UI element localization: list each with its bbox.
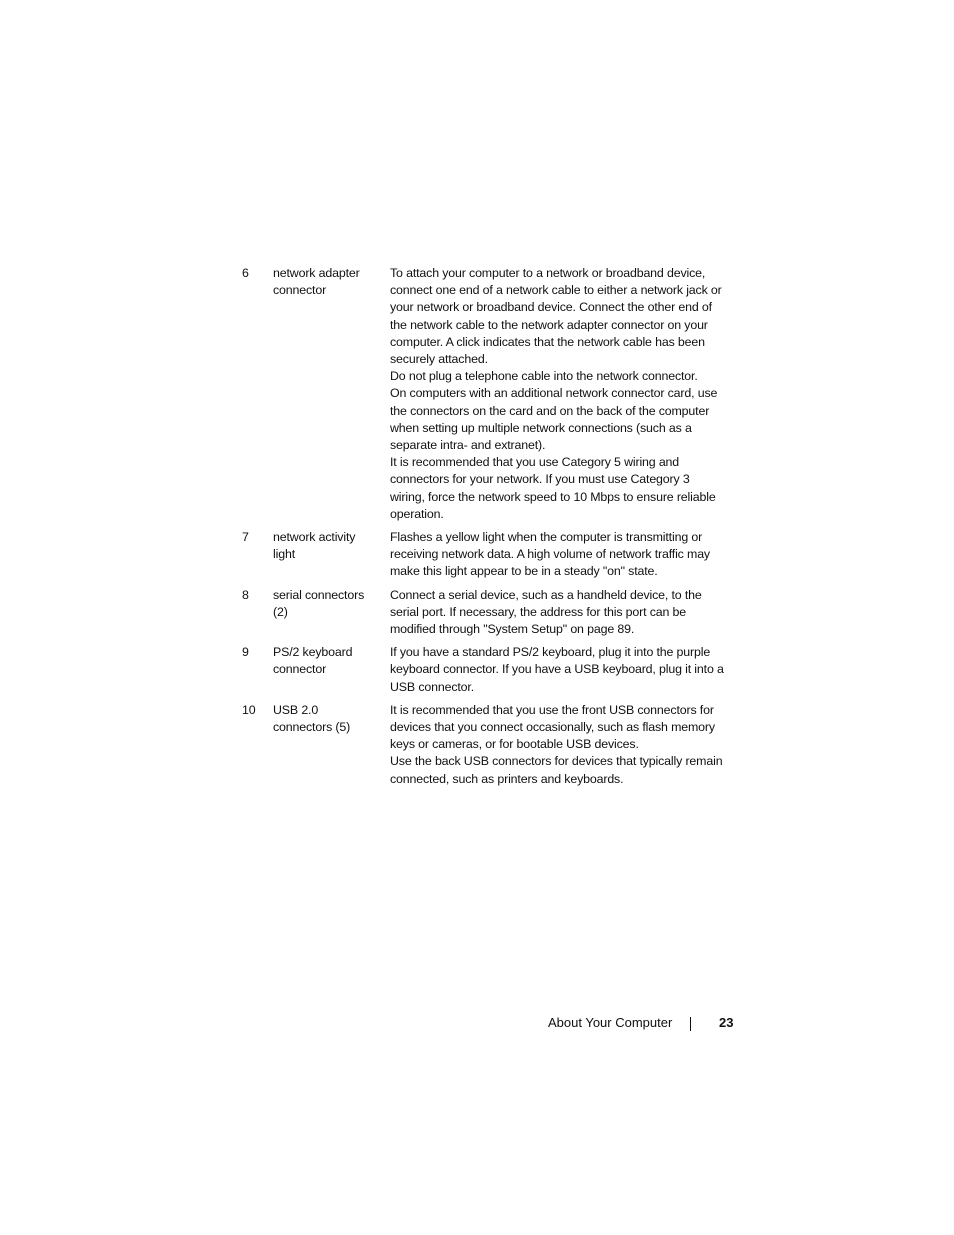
connector-name-line: connector <box>273 283 327 298</box>
connector-name <box>273 265 390 523</box>
description-line: Connect a serial device, such as a handheld device, to the <box>390 587 702 602</box>
description-line: USB connector. <box>390 679 474 694</box>
description-line: keyboard connector. If you have a USB keyboard, plug it into a <box>390 662 724 677</box>
connector-name <box>273 587 390 639</box>
description-line: operation. <box>390 506 444 521</box>
connector-name-line: connectors (5) <box>273 720 351 735</box>
description-line: securely attached. <box>390 352 488 367</box>
description-line: If you have a standard PS/2 keyboard, plug it into the purple <box>390 645 711 660</box>
description-line: keys or cameras, or for bootable USB devices. <box>390 737 639 752</box>
footer-section-title: About Your Computer <box>548 1015 673 1030</box>
row-number: 10 <box>242 702 256 717</box>
connector-name-line: light <box>273 547 295 562</box>
connector-name-line: USB 2.0 <box>273 702 319 717</box>
row-number: 9 <box>242 645 249 660</box>
connector-name-line: network activity <box>273 530 356 545</box>
description-line: when setting up multiple network connections (such as a <box>390 420 692 435</box>
connector-description <box>390 702 742 788</box>
description-line: connected, such as printers and keyboards. <box>390 771 624 786</box>
description-line: On computers with an additional network connector card, use <box>390 386 718 401</box>
row-number: 6 <box>242 266 249 280</box>
footer-divider <box>690 1017 691 1031</box>
description-line: connect one end of a network cable to either a network jack or <box>390 283 722 298</box>
description-line: It is recommended that you use Category 5 wiring and <box>390 455 680 470</box>
connector-name-line: PS/2 keyboard <box>273 645 353 660</box>
description-line: serial port. If necessary, the address for this port can be <box>390 604 687 619</box>
connector-name-line: network adapter <box>273 266 360 280</box>
connector-name <box>273 702 390 788</box>
description-line: computer. A click indicates that the network cable has been <box>390 334 705 349</box>
connector-description <box>390 265 742 523</box>
connector-description <box>390 644 742 696</box>
connector-description <box>390 529 742 581</box>
connector-name-line: (2) <box>273 604 288 619</box>
table-row <box>242 265 742 523</box>
row-number: 7 <box>242 530 249 545</box>
description-line: separate intra- and extranet). <box>390 438 546 453</box>
page-number: 23 <box>719 1015 734 1030</box>
description-line: devices that you connect occasionally, such as flash memory <box>390 720 715 735</box>
page-footer <box>0 1015 954 1035</box>
description-line: To attach your computer to a network or broadband device, <box>390 266 706 280</box>
connector-name-line: serial connectors <box>273 587 365 602</box>
table-row <box>242 702 742 788</box>
description-line: make this light appear to be in a steady "on" state. <box>390 564 658 579</box>
row-number: 8 <box>242 587 249 602</box>
description-line: connectors for your network. If you must use Category 3 <box>390 472 690 487</box>
connector-name-line: connector <box>273 662 327 677</box>
description-line: It is recommended that you use the front USB connectors for <box>390 702 714 717</box>
table-row <box>242 529 742 581</box>
description-line: the network cable to the network adapter connector on your <box>390 317 708 332</box>
description-line: receiving network data. A high volume of network traffic may <box>390 547 710 562</box>
description-line: the connectors on the card and on the back of the computer <box>390 403 710 418</box>
connector-table <box>242 265 742 794</box>
table-row <box>242 587 742 639</box>
description-line: Use the back USB connectors for devices that typically remain <box>390 754 723 769</box>
connector-name <box>273 644 390 696</box>
description-line: Do not plug a telephone cable into the network connector. <box>390 369 698 384</box>
description-line: modified through "System Setup" on page 89. <box>390 622 635 637</box>
connector-name <box>273 529 390 581</box>
description-line: Flashes a yellow light when the computer is transmitting or <box>390 530 703 545</box>
description-line: wiring, force the network speed to 10 Mbps to ensure reliable <box>390 489 716 504</box>
table-row <box>242 644 742 696</box>
description-line: your network or broadband device. Connect the other end of <box>390 300 712 315</box>
connector-description <box>390 587 742 639</box>
